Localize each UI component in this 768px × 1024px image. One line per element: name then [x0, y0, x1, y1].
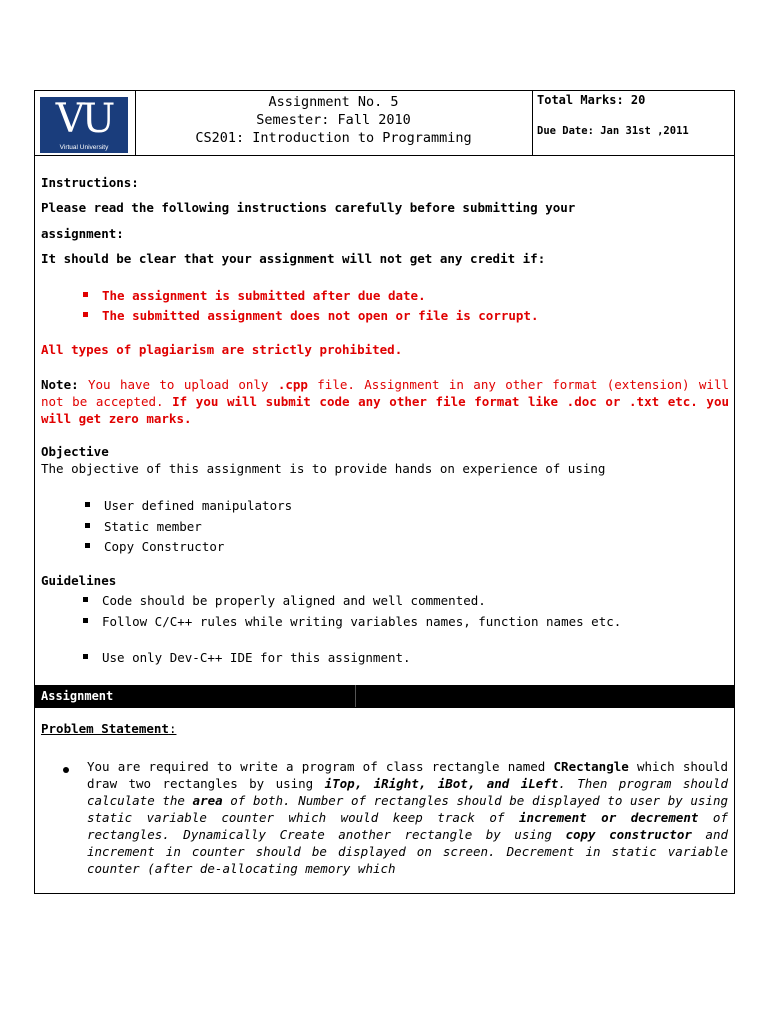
credit-bullet-text: The submitted assignment does not open or file is corrupt.: [102, 308, 539, 323]
course-title: CS201: Introduction to Programming: [195, 130, 472, 146]
para-bold-crectangle: CRectangle: [553, 759, 629, 774]
para-bold-increment: increment or decrement: [518, 810, 699, 825]
objective-item-text: Copy Constructor: [104, 539, 225, 554]
marks-cell: [532, 91, 735, 155]
guideline-item-text: Code should be properly aligned and well commented.: [102, 593, 486, 608]
note-text-3: If you will submit code any other file format like .doc or .txt etc. you will get zero marks.: [41, 394, 729, 426]
bar-divider: [355, 685, 356, 707]
para-text: which should draw two rectangles by using: [87, 759, 728, 791]
note-label: Note:: [41, 377, 79, 392]
para-text: and increment in counter should be displayed on screen. Decrement in static variable counter (after de-allocating memory which: [87, 827, 728, 876]
objective-item: [85, 498, 292, 513]
objective-text: The objective of this assignment is to provide hands on experience of using: [41, 461, 606, 476]
problem-heading-text: Problem Statement: [41, 721, 169, 736]
para-bold-members: iTop, iRight, iBot, and iLeft: [324, 776, 559, 791]
objective-item-text: Static member: [104, 519, 202, 534]
plagiarism-warning: All types of plagiarism are strictly prohibited.: [41, 342, 403, 357]
title-cell: [135, 91, 533, 155]
due-date: Due Date: Jan 31st ,2011: [537, 125, 689, 137]
guideline-item: [83, 650, 411, 665]
assignment-header: [35, 91, 734, 156]
square-bullet-icon: [85, 523, 90, 528]
note-paragraph: [41, 376, 729, 427]
credit-bullet-1: [83, 288, 426, 303]
instructions-line-2: assignment:: [41, 226, 124, 241]
square-bullet-icon: [83, 597, 88, 602]
square-bullet-icon: [85, 502, 90, 507]
guideline-item-text: Follow C/C++ rules while writing variables names, function names etc.: [102, 614, 622, 629]
note-cpp: .cpp: [277, 377, 308, 392]
square-bullet-icon: [83, 312, 88, 317]
guidelines-heading: Guidelines: [41, 573, 117, 588]
para-text: . Then program should calculate the: [87, 776, 728, 808]
logo-cell: [35, 91, 136, 155]
logo-text: VU: [55, 96, 113, 142]
problem-statement-heading: [41, 721, 176, 736]
guideline-item-text: Use only Dev-C++ IDE for this assignment.: [102, 650, 411, 665]
objective-item: [85, 539, 224, 554]
para-bold-area: area: [192, 793, 223, 808]
round-bullet-icon: [63, 767, 69, 773]
instructions-line-3: It should be clear that your assignment will not get any credit if:: [41, 251, 546, 266]
para-text: You are required to write a program of class rectangle named: [87, 759, 554, 774]
square-bullet-icon: [83, 618, 88, 623]
para-bold-copy-constructor: copy constructor: [565, 827, 692, 842]
square-bullet-icon: [85, 543, 90, 548]
guideline-item: [83, 593, 486, 608]
assignment-bar: [35, 685, 734, 708]
vu-logo: [40, 97, 128, 153]
problem-paragraph: [87, 758, 728, 877]
credit-bullet-2: [83, 308, 539, 323]
logo-subtitle: Virtual University: [59, 144, 109, 151]
square-bullet-icon: [83, 654, 88, 659]
objective-item-text: User defined manipulators: [104, 498, 293, 513]
semester-title: Semester: Fall 2010: [256, 112, 411, 128]
square-bullet-icon: [83, 292, 88, 297]
guideline-item: [83, 613, 729, 630]
assignment-title: Assignment No. 5: [268, 94, 399, 110]
note-text-2: file. Assignment in any other format (extension) will not be accepted.: [41, 377, 729, 409]
credit-bullet-text: The assignment is submitted after due date.: [102, 288, 426, 303]
document-frame: [34, 90, 735, 894]
objective-item: [85, 519, 202, 534]
para-text: of rectangles. Dynamically Create another rectangle by using: [87, 810, 728, 842]
note-text-1: You have to upload only: [78, 377, 278, 392]
total-marks: Total Marks: 20: [537, 93, 646, 107]
objective-heading: Objective: [41, 444, 109, 459]
problem-heading-colon: :: [168, 721, 177, 736]
para-text: of both. Number of rectangles should be displayed to user by using static variable counter which would keep track of: [87, 793, 728, 825]
assignment-bar-label: Assignment: [41, 689, 114, 703]
instructions-line-1: Please read the following instructions carefully before submitting your: [41, 200, 576, 215]
instructions-heading: Instructions:: [41, 175, 139, 190]
